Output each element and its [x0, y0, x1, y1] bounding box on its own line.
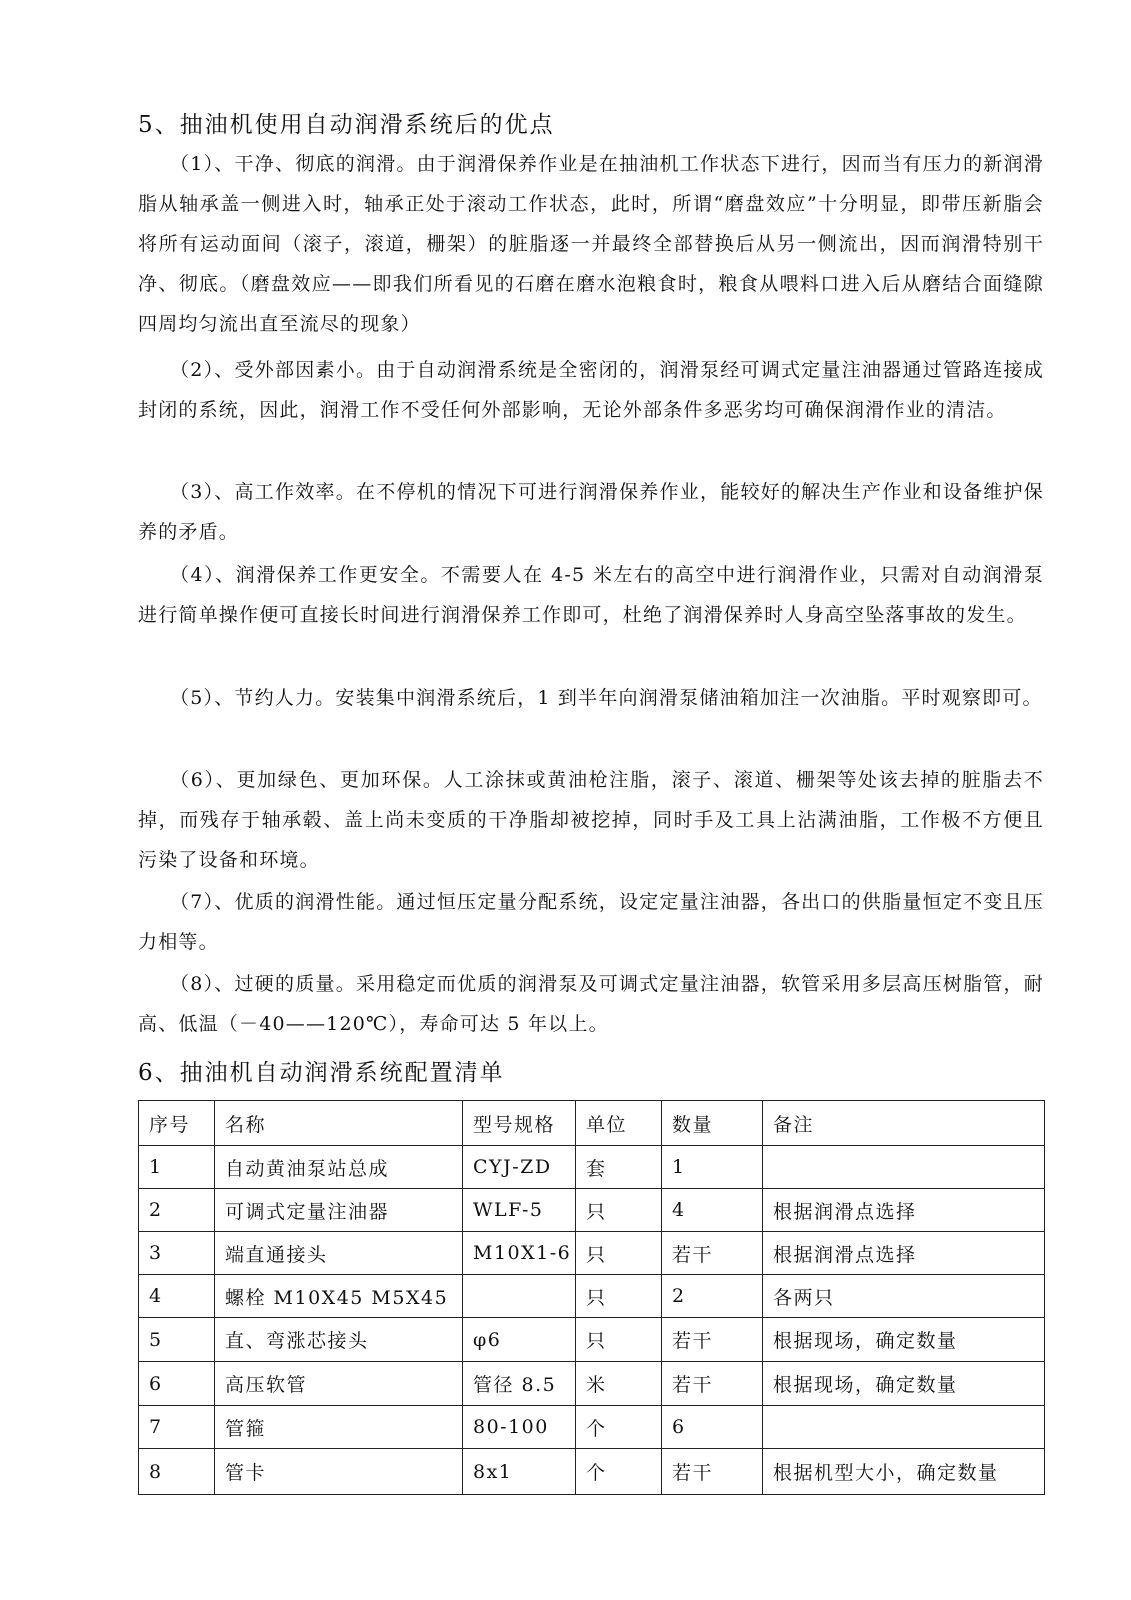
table-row: [139, 1449, 1045, 1495]
cell-name: 直、弯涨芯接头: [215, 1318, 463, 1362]
cell-unit: 个: [576, 1406, 662, 1449]
cell-quantity: 6: [662, 1406, 763, 1449]
advantage-paragraph-7: （7）、优质的润滑性能。通过恒压定量分配系统，设定定量注油器，各出口的供脂量恒定不变且压力相等。: [138, 891, 1044, 953]
advantage-paragraph-8: （8）、过硬的质量。采用稳定而优质的润滑泵及可调式定量注油器，软管采用多层高压树脂管，耐高、低温（－40——120℃），寿命可达 5 年以上。: [138, 973, 1044, 1035]
cell-remarks: [763, 1406, 1045, 1449]
cell-model: M10X1-6: [463, 1232, 576, 1275]
table-row: [139, 1146, 1045, 1189]
advantage-paragraph-3: （3）、高工作效率。在不停机的情况下可进行润滑保养作业，能较好的解决生产作业和设备维护保养的矛盾。: [138, 481, 1044, 543]
header-quantity: 数量: [662, 1101, 763, 1146]
header-remarks: 备注: [763, 1101, 1045, 1146]
cell-model: 管径 8.5: [463, 1362, 576, 1406]
cell-model: [463, 1275, 576, 1318]
advantage-paragraph-5: （5）、节约人力。安装集中润滑系统后，1 到半年向润滑泵储油箱加注一次油脂。平时观察即可。: [170, 687, 1043, 709]
cell-index: 1: [139, 1146, 215, 1189]
cell-unit: 米: [576, 1362, 662, 1406]
cell-unit: 个: [576, 1449, 662, 1495]
cell-index: 5: [139, 1318, 215, 1362]
table-row: [139, 1406, 1045, 1449]
cell-quantity: 若干: [662, 1232, 763, 1275]
cell-name: 自动黄油泵站总成: [215, 1146, 463, 1189]
cell-remarks: 根据现场，确定数量: [763, 1318, 1045, 1362]
table-row: [139, 1232, 1045, 1275]
table-row: [139, 1189, 1045, 1232]
header-unit: 单位: [576, 1101, 662, 1146]
section-6-heading: 6、抽油机自动润滑系统配置清单: [138, 1060, 505, 1086]
cell-name: 高压软管: [215, 1362, 463, 1406]
cell-remarks: 根据润滑点选择: [763, 1232, 1045, 1275]
advantage-paragraph-6: （6）、更加绿色、更加环保。人工涂抹或黄油枪注脂，滚子、滚道、栅架等处该去掉的脏脂去不掉，而残存于轴承毂、盖上尚未变质的干净脂却被挖掉，同时手及工具上沾满油脂，工作极不方便且污染了设备和环境。: [138, 769, 1044, 871]
cell-model: φ6: [463, 1318, 576, 1362]
table-row: [139, 1275, 1045, 1318]
cell-index: 7: [139, 1406, 215, 1449]
cell-remarks: 各两只: [763, 1275, 1045, 1318]
cell-name: 管卡: [215, 1449, 463, 1495]
cell-model: 80-100: [463, 1406, 576, 1449]
cell-quantity: 若干: [662, 1362, 763, 1406]
cell-name: 端直通接头: [215, 1232, 463, 1275]
cell-remarks: 根据机型大小，确定数量: [763, 1449, 1045, 1495]
section-5-heading: 5、抽油机使用自动润滑系统后的优点: [138, 112, 555, 138]
cell-quantity: 4: [662, 1189, 763, 1232]
advantage-paragraph-1: （1）、干净、彻底的润滑。由于润滑保养作业是在抽油机工作状态下进行，因而当有压力的新润滑脂从轴承盖一侧进入时，轴承正处于滚动工作状态，此时，所谓“磨盘效应”十分明显，即带压新脂会将所有运动面间（滚子，滚道，栅架）的脏脂逐一并最终全部替换后从另一侧流出，因而润滑特别干净、彻底。（磨盘效应——即我们所看见的石磨在磨水泡粮食时，粮食从喂料口进入后从磨结合面缝隙四周均匀流出直至流尽的现象）: [138, 153, 1044, 335]
cell-unit: 只: [576, 1318, 662, 1362]
advantage-paragraph-4: （4）、润滑保养工作更安全。不需要人在 4-5 米左右的高空中进行润滑作业，只需对自动润滑泵进行简单操作便可直接长时间进行润滑保养工作即可，杜绝了润滑保养时人身高空坠落事故的发生。: [138, 564, 1044, 626]
cell-name: 可调式定量注油器: [215, 1189, 463, 1232]
cell-index: 3: [139, 1232, 215, 1275]
header-index: 序号: [139, 1101, 215, 1146]
header-name: 名称: [215, 1101, 463, 1146]
cell-model: WLF-5: [463, 1189, 576, 1232]
cell-index: 2: [139, 1189, 215, 1232]
cell-name: 管箍: [215, 1406, 463, 1449]
cell-remarks: 根据润滑点选择: [763, 1189, 1045, 1232]
cell-model: 8x1: [463, 1449, 576, 1495]
cell-unit: 只: [576, 1275, 662, 1318]
table-row: [139, 1362, 1045, 1406]
cell-unit: 只: [576, 1189, 662, 1232]
cell-quantity: 1: [662, 1146, 763, 1189]
cell-remarks: 根据现场，确定数量: [763, 1362, 1045, 1406]
cell-unit: 只: [576, 1232, 662, 1275]
cell-unit: 套: [576, 1146, 662, 1189]
table-row: [139, 1318, 1045, 1362]
cell-quantity: 若干: [662, 1449, 763, 1495]
cell-index: 4: [139, 1275, 215, 1318]
configuration-table: [138, 1100, 1045, 1495]
table-header-row: [139, 1101, 1045, 1146]
cell-name: 螺栓 M10X45 M5X45: [215, 1275, 463, 1318]
cell-quantity: 若干: [662, 1318, 763, 1362]
cell-quantity: 2: [662, 1275, 763, 1318]
cell-remarks: [763, 1146, 1045, 1189]
cell-index: 6: [139, 1362, 215, 1406]
cell-model: CYJ-ZD: [463, 1146, 576, 1189]
advantage-paragraph-2: （2）、受外部因素小。由于自动润滑系统是全密闭的，润滑泵经可调式定量注油器通过管路连接成封闭的系统，因此，润滑工作不受任何外部影响，无论外部条件多恶劣均可确保润滑作业的清洁。: [138, 359, 1044, 421]
header-model: 型号规格: [463, 1101, 576, 1146]
cell-index: 8: [139, 1449, 215, 1495]
